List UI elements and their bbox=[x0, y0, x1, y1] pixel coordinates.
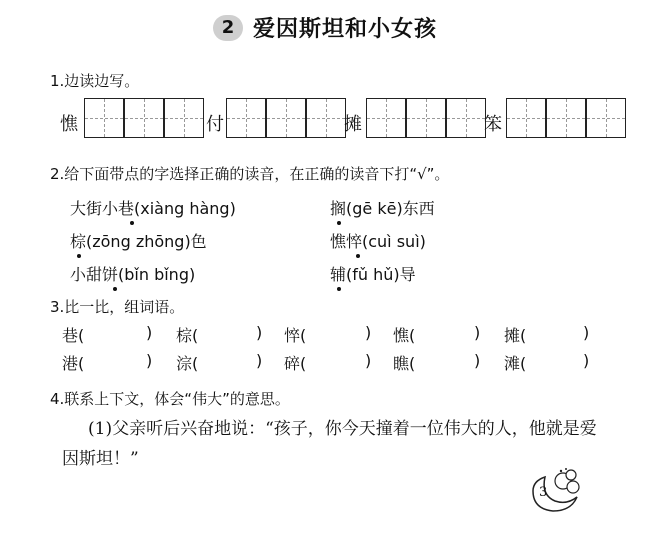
writing-box[interactable] bbox=[366, 98, 406, 138]
q3-close: ) bbox=[474, 351, 481, 370]
q3-prompt: 3.比一比，组词语。 bbox=[50, 298, 185, 316]
q2-item: 小甜饼(bǐn bǐng) bbox=[70, 265, 196, 284]
q2-item: 大街小巷(xiàng hàng) bbox=[70, 199, 236, 218]
q3-close: ) bbox=[583, 351, 590, 370]
q1-char: 憔 bbox=[60, 114, 78, 135]
q3-close: ) bbox=[583, 323, 590, 342]
emphasis-dot bbox=[77, 254, 81, 258]
q3-close: ) bbox=[146, 323, 153, 342]
writing-box[interactable] bbox=[226, 98, 266, 138]
moon-decoration-icon bbox=[527, 463, 583, 515]
q3-word: 悴( bbox=[284, 326, 307, 345]
q2-prompt: 2.给下面带点的字选择正确的读音，在正确的读音下打“√”。 bbox=[50, 165, 450, 183]
writing-box[interactable] bbox=[446, 98, 486, 138]
q3-close: ) bbox=[256, 323, 263, 342]
writing-box[interactable] bbox=[124, 98, 164, 138]
writing-box[interactable] bbox=[306, 98, 346, 138]
q2-item: 憔悴(cuì suì) bbox=[330, 232, 426, 251]
writing-box[interactable] bbox=[84, 98, 124, 138]
emphasis-dot bbox=[337, 287, 341, 291]
q3-close: ) bbox=[365, 323, 372, 342]
emphasis-dot bbox=[130, 221, 134, 225]
q2-item: 搁(gē kē)东西 bbox=[330, 199, 435, 218]
q3-word: 碎( bbox=[284, 354, 307, 373]
q3-word: 滩( bbox=[504, 354, 527, 373]
q4-line: 因斯坦！” bbox=[62, 449, 139, 469]
page-badge bbox=[527, 463, 583, 515]
page-number: 3 bbox=[539, 485, 548, 500]
emphasis-dot bbox=[356, 254, 360, 258]
q1-char: 付 bbox=[206, 114, 224, 135]
q3-close: ) bbox=[474, 323, 481, 342]
emphasis-dot bbox=[113, 287, 117, 291]
writing-box[interactable] bbox=[266, 98, 306, 138]
emphasis-dot bbox=[337, 221, 341, 225]
writing-box[interactable] bbox=[586, 98, 626, 138]
lesson-number: 2 bbox=[213, 15, 243, 41]
q2-item: 棕(zōng zhōng)色 bbox=[70, 232, 207, 251]
q3-word: 憔( bbox=[393, 326, 416, 345]
q3-word: 摊( bbox=[504, 326, 527, 345]
q1-writing-row bbox=[60, 98, 620, 144]
q4-line: (1)父亲听后兴奋地说：“孩子，你今天撞着一位伟大的人，他就是爱 bbox=[88, 419, 597, 439]
q1-char: 笨 bbox=[484, 114, 502, 135]
lesson-title bbox=[0, 12, 650, 43]
q3-close: ) bbox=[365, 351, 372, 370]
q3-close: ) bbox=[146, 351, 153, 370]
q3-word: 港( bbox=[62, 354, 85, 373]
writing-box[interactable] bbox=[546, 98, 586, 138]
writing-box[interactable] bbox=[164, 98, 204, 138]
q2-item: 辅(fǔ hǔ)导 bbox=[330, 265, 416, 284]
q3-word: 瞧( bbox=[393, 354, 416, 373]
writing-box[interactable] bbox=[406, 98, 446, 138]
writing-box[interactable] bbox=[506, 98, 546, 138]
q4-prompt: 4.联系上下文，体会“伟大”的意思。 bbox=[50, 390, 290, 408]
q3-word: 淙( bbox=[176, 354, 199, 373]
q1-prompt: 1.边读边写。 bbox=[50, 72, 140, 90]
q1-char: 摊 bbox=[344, 114, 362, 135]
q3-word: 棕( bbox=[176, 326, 199, 345]
lesson-title-text: 爱因斯坦和小女孩 bbox=[252, 17, 437, 42]
q3-close: ) bbox=[256, 351, 263, 370]
q3-word: 巷( bbox=[62, 326, 85, 345]
